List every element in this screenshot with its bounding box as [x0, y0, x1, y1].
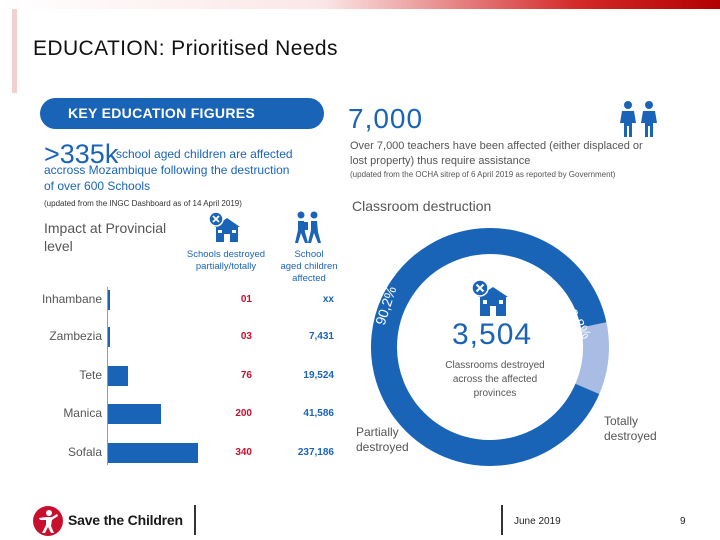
col-schools-line-2: partially/totally: [195, 261, 257, 272]
children-walking-icon: [290, 210, 326, 246]
children-affected-value: xx: [322, 294, 334, 305]
teachers-stat: 7,000: [348, 103, 424, 134]
impact-heading-line-2: level: [44, 238, 73, 254]
province-label: Tete: [79, 368, 102, 382]
footer-divider-1: [194, 505, 196, 535]
province-label: Inhambane: [41, 292, 102, 306]
children-text-1: school aged children are affected: [116, 147, 293, 161]
col-children-line-1: School: [294, 249, 324, 260]
save-the-children-logo-text: Save the Children: [68, 512, 183, 528]
children-affected-value: 19,524: [303, 370, 334, 381]
classrooms-caption: Classrooms destroyed across the affected provinces: [445, 360, 545, 399]
totally-destroyed-label: [604, 414, 657, 444]
classroom-destroyed-icon: [468, 278, 514, 320]
classroom-destruction-title: Classroom destruction: [352, 198, 492, 214]
children-affected-value: 41,586: [303, 408, 334, 419]
schools-destroyed-value: 340: [235, 447, 252, 458]
partial-pct-label: 90,2%: [372, 284, 400, 327]
schools-destroyed-value: 76: [240, 370, 252, 381]
footer-date: June 2019: [514, 516, 561, 527]
province-bar: [108, 366, 128, 386]
province-bar: [108, 404, 161, 424]
teachers-note: (updated from the OCHA sitrep of 6 April 2019 as reported by Government): [350, 170, 616, 179]
children-stat: >335k: [44, 139, 119, 169]
footer-divider-2: [501, 505, 503, 535]
children-affected-value: 237,186: [297, 447, 334, 458]
col-children-header: [272, 249, 346, 285]
totally-label-line-1: Totally: [604, 414, 639, 428]
classrooms-total: 3,504: [452, 318, 533, 351]
schools-destroyed-value: 01: [240, 294, 252, 305]
total-pct-label: 9,8%: [564, 306, 595, 342]
partially-label-line-1: Partially: [356, 425, 399, 439]
slide-title: EDUCATION: Prioritised Needs: [33, 37, 338, 60]
teachers-text-1: Over 7,000 teachers have been affected (either displaced or: [350, 140, 643, 152]
partially-destroyed-label: [356, 425, 409, 455]
children-note: (updated from the INGC Dashboard as of 14 April 2019): [44, 199, 242, 208]
province-bar: [108, 443, 198, 463]
page-number: 9: [680, 516, 686, 527]
partially-label-line-2: destroyed: [356, 440, 409, 454]
province-label: Zambezia: [49, 329, 102, 343]
school-destroyed-icon: [206, 210, 246, 246]
province-bar: [108, 290, 110, 310]
key-figures-pill: KEY EDUCATION FIGURES: [40, 98, 324, 129]
impact-heading-line-1: Impact at Provincial: [44, 220, 167, 236]
top-gradient-band: [0, 0, 720, 9]
col-schools-header: [182, 249, 270, 273]
schools-destroyed-value: 03: [240, 331, 252, 342]
province-bar: [108, 327, 110, 347]
children-text-3: of over 600 Schools: [44, 179, 151, 193]
teachers-text-2: lost property) thus require assistance: [350, 155, 531, 167]
province-label: Manica: [63, 406, 102, 420]
children-affected-value: 7,431: [308, 331, 334, 342]
save-the-children-logo-icon: [32, 505, 64, 537]
col-children-line-3: affected: [292, 273, 326, 284]
totally-label-line-2: destroyed: [604, 429, 657, 443]
impact-heading: [44, 219, 184, 255]
col-schools-line-1: Schools destroyed: [186, 249, 266, 260]
schools-destroyed-value: 200: [235, 408, 252, 419]
province-label: Sofala: [67, 445, 102, 459]
children-text-2: accross Mozambique following the destruction: [44, 163, 290, 177]
col-children-line-2: aged children: [280, 261, 338, 272]
title-accent-strip: [12, 9, 17, 93]
teachers-icon: [616, 100, 662, 138]
